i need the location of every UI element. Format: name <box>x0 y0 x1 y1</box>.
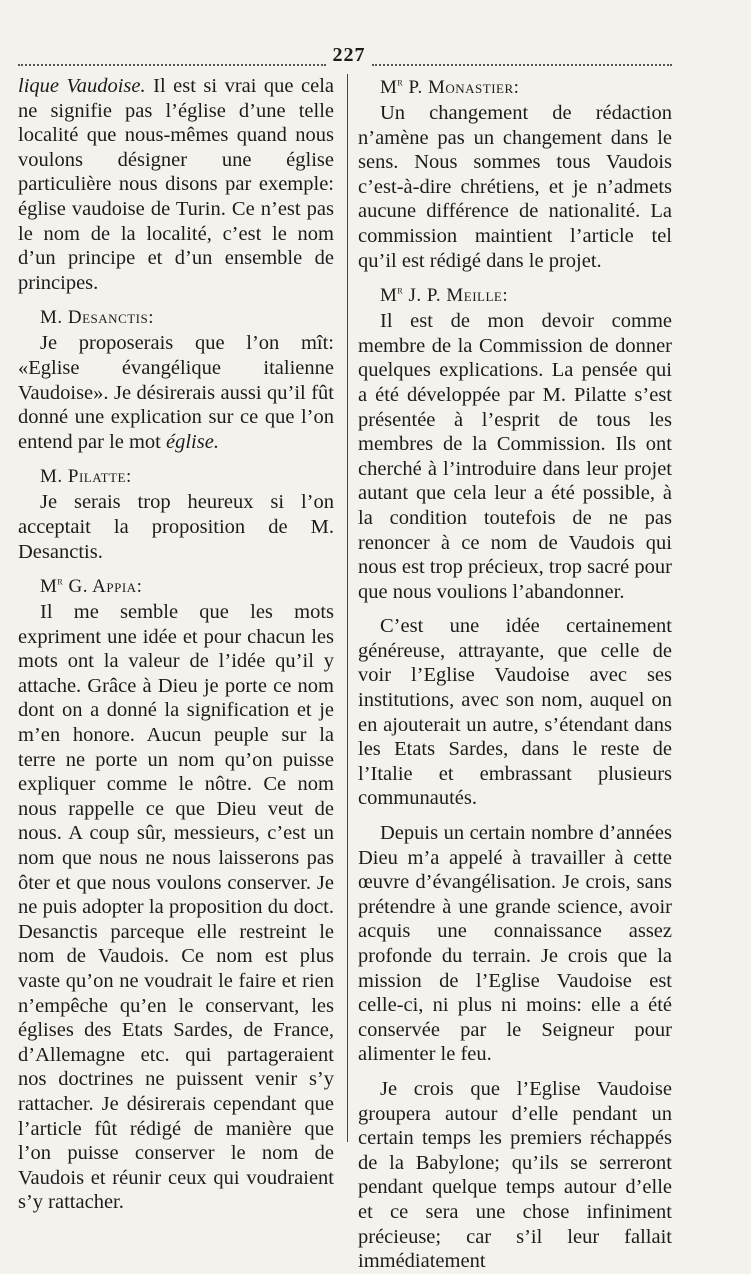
italic-word: église. <box>166 430 219 453</box>
speech-paragraph: Un changement de rédaction n’amène pas un changement dans le sens. Nous sommes tous Vaudois c’est-à-dire chrétiens, et je n’admets aucune différence de nationalité. La commission maintient l’article tel qu’il est rédigé dans le projet. <box>358 102 672 272</box>
speaker-title <box>380 285 403 306</box>
speaker-heading: M. Desanctis: <box>40 307 155 329</box>
speech-paragraph: Depuis un certain nombre d’années Dieu m’a appelé à travailler à cette œuvre d’évangélisation. Je crois, sans prétendre à une grande science, avoir acquis une connaissance assez profonde du terrain. Je crois que la mission de l’Eglise Vaudoise est celle-ci, ni plus ni moins: elle a été conservée par le Seigneur pour alimenter le feu. <box>358 822 672 1066</box>
speech-paragraph: Je serais trop heureux si l’on acceptait la proposition de M. Desanctis. <box>18 491 334 563</box>
title-superscript: r <box>57 575 64 588</box>
speech-paragraph: C’est une idée certainement généreuse, attrayante, que celle de voir l’Eglise Vaudoise avec ses institutions, avec son nom, auquel on en ajouterait un autre, s’étendant dans les Etats Sardes, dans le reste de l’Italie et embrassant plusieurs communautés. <box>358 615 672 810</box>
speaker-title <box>40 576 63 597</box>
header-rule-right <box>372 64 672 66</box>
italic-fragment: lique Vaudoise. <box>18 75 146 97</box>
header-rule-left <box>18 64 326 66</box>
paragraph-continuation <box>18 74 334 295</box>
title-letter: M <box>40 576 58 598</box>
page-number: 227 <box>332 44 366 66</box>
left-column <box>18 74 334 1215</box>
speech-paragraph <box>18 331 334 454</box>
speaker-heading <box>358 76 672 99</box>
title-superscript: r <box>397 76 404 89</box>
speech-paragraph: Je crois que l’Eglise Vaudoise groupera autour d’elle pendant un certain temps les premiers réchappés de la Babylone; qu’ils se serreront pendant quelque temps autour d’elle et ce sera une chose infiniment précieuse; car s’il leur fallait immédiatement <box>358 1077 672 1273</box>
speech-paragraph: Il est de mon devoir comme membre de la Commission de donner quelques explications. La pensée qui a été développée par M. Pilatte s’est présentée à l’esprit de tous les membres de la Commission. Ils ont cherché à l’introduire dans leur projet autant que cela leur a été possible, à la condition toutefois de ne pas renoncer à ce nom de Vaudois qui nous est trop précieux, trop sacré pour que nous voulions l’abandonner. <box>358 310 672 603</box>
speaker-title <box>380 77 403 98</box>
speaker-name: P. Monastier: <box>403 77 520 98</box>
speaker-name: G. Appia: <box>63 576 143 598</box>
speaker-heading <box>358 284 672 307</box>
speaker-name: J. P. Meille: <box>403 285 509 307</box>
column-divider <box>347 74 348 1142</box>
title-letter: M <box>380 77 398 98</box>
speaker-heading: M. Pilatte: <box>40 466 132 488</box>
speech-paragraph: Il me semble que les mots expriment une idée et pour chacun les mots ont la valeur de l’idée qu’il y attache. Grâce à Dieu je porte ce nom dont on a donné la signification et je m’en honore. Aucun peuple sur la terre ne porte un nom qu’on puisse expliquer comme le nôtre. Ce nom nous rappelle ce que Dieu veut de nous. A coup sûr, messieurs, c’est un nom que nous ne nous laisserons pas ôter et que nous voulons conserver. Je ne puis adopter la proposition du doct. Desanctis parceque elle restreint le nom de Vaudois. Ce nom est plus vaste qu’on ne voudrait le faire et rien n’empêche qu’en le conservant, les églises des Etats Sardes, de France, d’Allemagne etc. qui partageraient nos doctrines ne puissent venir s’y rattacher. Je désirerais cependant que l’article fût rédigé de manière que l’on puisse conserver le nom de Vaudois et réunir ceux qui voudraient s’y rattacher. <box>18 601 334 1214</box>
title-letter: M <box>380 285 398 307</box>
title-superscript: r <box>397 284 404 297</box>
paragraph-text: Je proposerais que l’on mît: «Eglise évangélique italienne Vaudoise». Je désirerais aussi qu’il fût donné une explication sur ce que l’on entend par le mot <box>18 332 334 453</box>
right-column <box>358 74 672 1274</box>
speaker-heading <box>18 575 334 598</box>
paragraph-text: Il est si vrai que cela ne signifie pas l’église d’une telle localité que nous-mêmes quand nous voulons désigner une église particulière nous disons par exemple: église vaudoise de Turin. Ce n’est pas le nom de la localité, c’est le nom d’un principe et d’un ensemble de principes. <box>18 75 335 294</box>
